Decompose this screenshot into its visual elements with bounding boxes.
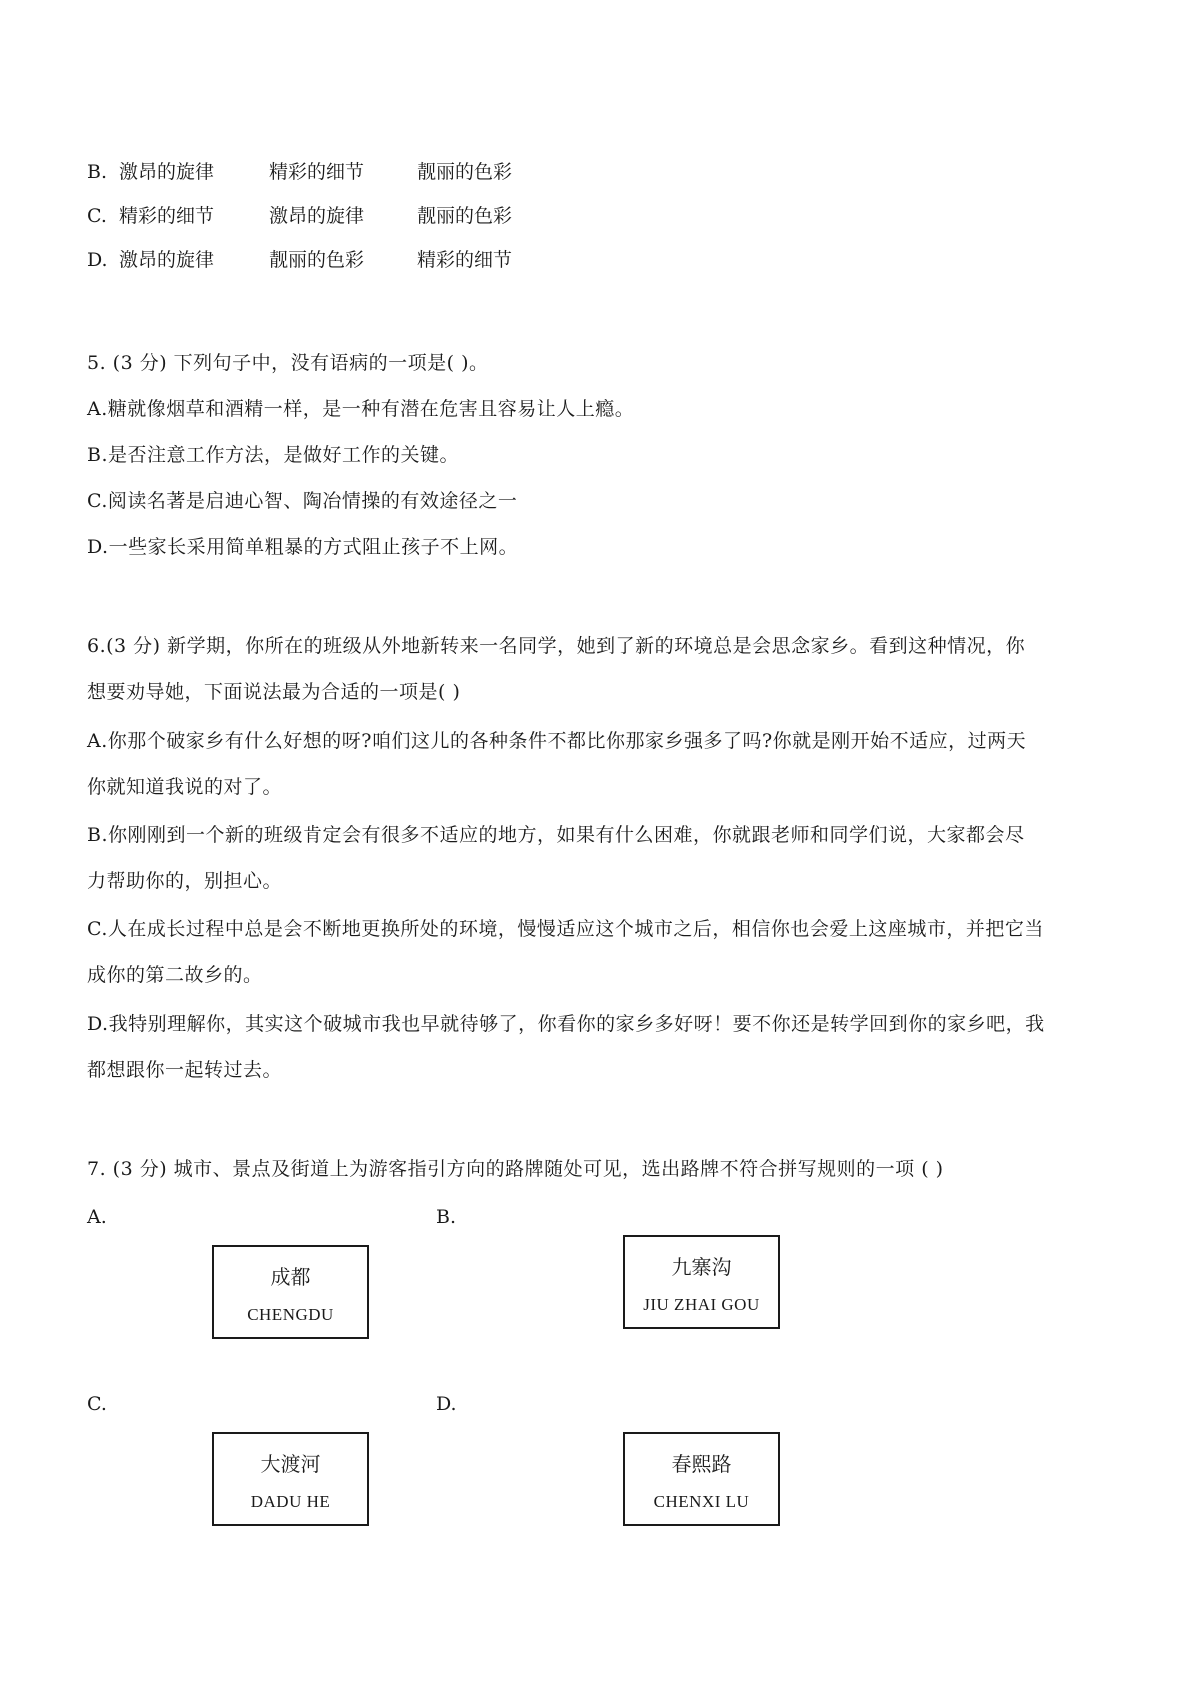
q7-option-b-label: B. — [436, 1206, 457, 1228]
road-sign-a — [212, 1245, 369, 1339]
q7-option-a-label: A. — [87, 1206, 107, 1228]
option-phrase-2: 激昂的旋律 — [269, 205, 365, 227]
q6-option-c-line-2: 成你的第二故乡的。 — [87, 964, 263, 986]
q4-option-c — [87, 203, 512, 229]
road-sign-chinese: 九寨沟 — [671, 1255, 732, 1279]
q5-option-a: A.糖就像烟草和酒精一样，是一种有潜在危害且容易让人上瘾。 — [87, 398, 635, 420]
q5-option-d: D.一些家长采用简单粗暴的方式阻止孩子不上网。 — [87, 536, 519, 558]
road-sign-d — [623, 1432, 780, 1526]
q6-option-b-line-1: B.你刚刚到一个新的班级肯定会有很多不适应的地方，如果有什么困难，你就跟老师和同学们说，大家都会尽 — [87, 824, 1025, 846]
road-sign-pinyin: DADU HE — [250, 1492, 331, 1511]
option-phrase-1: 激昂的旋律 — [119, 161, 215, 183]
option-phrase-2: 精彩的细节 — [269, 161, 365, 183]
q5-option-b: B.是否注意工作方法，是做好工作的关键。 — [87, 444, 460, 466]
road-sign-pinyin: CHENXI LU — [653, 1492, 750, 1511]
option-letter: B. — [87, 161, 108, 183]
q6-stem-line-1: 6.(3 分) 新学期，你所在的班级从外地新转来一名同学，她到了新的环境总是会思念家乡。看到这种情况，你 — [87, 635, 1026, 657]
option-phrase-3: 靓丽的色彩 — [417, 205, 513, 227]
option-phrase-3: 靓丽的色彩 — [417, 161, 513, 183]
q5-option-c: C.阅读名著是启迪心智、陶冶情操的有效途径之一 — [87, 490, 518, 512]
q6-option-a-line-2: 你就知道我说的对了。 — [87, 776, 283, 798]
option-phrase-2: 靓丽的色彩 — [269, 249, 365, 271]
road-sign-chinese: 成都 — [270, 1265, 311, 1289]
q4-option-d — [87, 247, 512, 273]
road-sign-c — [212, 1432, 369, 1526]
q6-stem-line-2: 想要劝导她，下面说法最为合适的一项是( ) — [87, 681, 461, 703]
q6-option-d-line-1: D.我特别理解你，其实这个破城市我也早就待够了，你看你的家乡多好呀！要不你还是转学回到你的家乡吧，我 — [87, 1013, 1045, 1035]
road-sign-b — [623, 1235, 780, 1329]
q7-stem: 7. (3 分) 城市、景点及街道上为游客指引方向的路牌随处可见，选出路牌不符合拼写规则的一项 ( ) — [87, 1158, 944, 1180]
option-letter: C. — [87, 205, 107, 227]
road-sign-chinese: 春熙路 — [671, 1452, 732, 1476]
q7-option-d-label: D. — [436, 1393, 457, 1415]
road-sign-pinyin: CHENGDU — [247, 1305, 334, 1324]
q6-option-d-line-2: 都想跟你一起转过去。 — [87, 1059, 283, 1081]
road-sign-pinyin: JIU ZHAI GOU — [643, 1295, 760, 1314]
option-phrase-3: 精彩的细节 — [417, 249, 513, 271]
q6-option-b-line-2: 力帮助你的，别担心。 — [87, 870, 283, 892]
q6-option-a-line-1: A.你那个破家乡有什么好想的呀?咱们这儿的各种条件不都比你那家乡强多了吗?你就是刚开始不适应，过两天 — [87, 730, 1027, 752]
road-sign-chinese: 大渡河 — [260, 1452, 321, 1476]
q5-stem: 5. (3 分) 下列句子中，没有语病的一项是( )。 — [87, 352, 489, 374]
q4-option-b — [87, 159, 512, 185]
option-letter: D. — [87, 249, 108, 271]
option-phrase-1: 精彩的细节 — [119, 205, 215, 227]
q6-option-c-line-1: C.人在成长过程中总是会不断地更换所处的环境，慢慢适应这个城市之后，相信你也会爱上这座城市，并把它当 — [87, 918, 1044, 940]
q7-option-c-label: C. — [87, 1393, 107, 1415]
option-phrase-1: 激昂的旋律 — [119, 249, 215, 271]
